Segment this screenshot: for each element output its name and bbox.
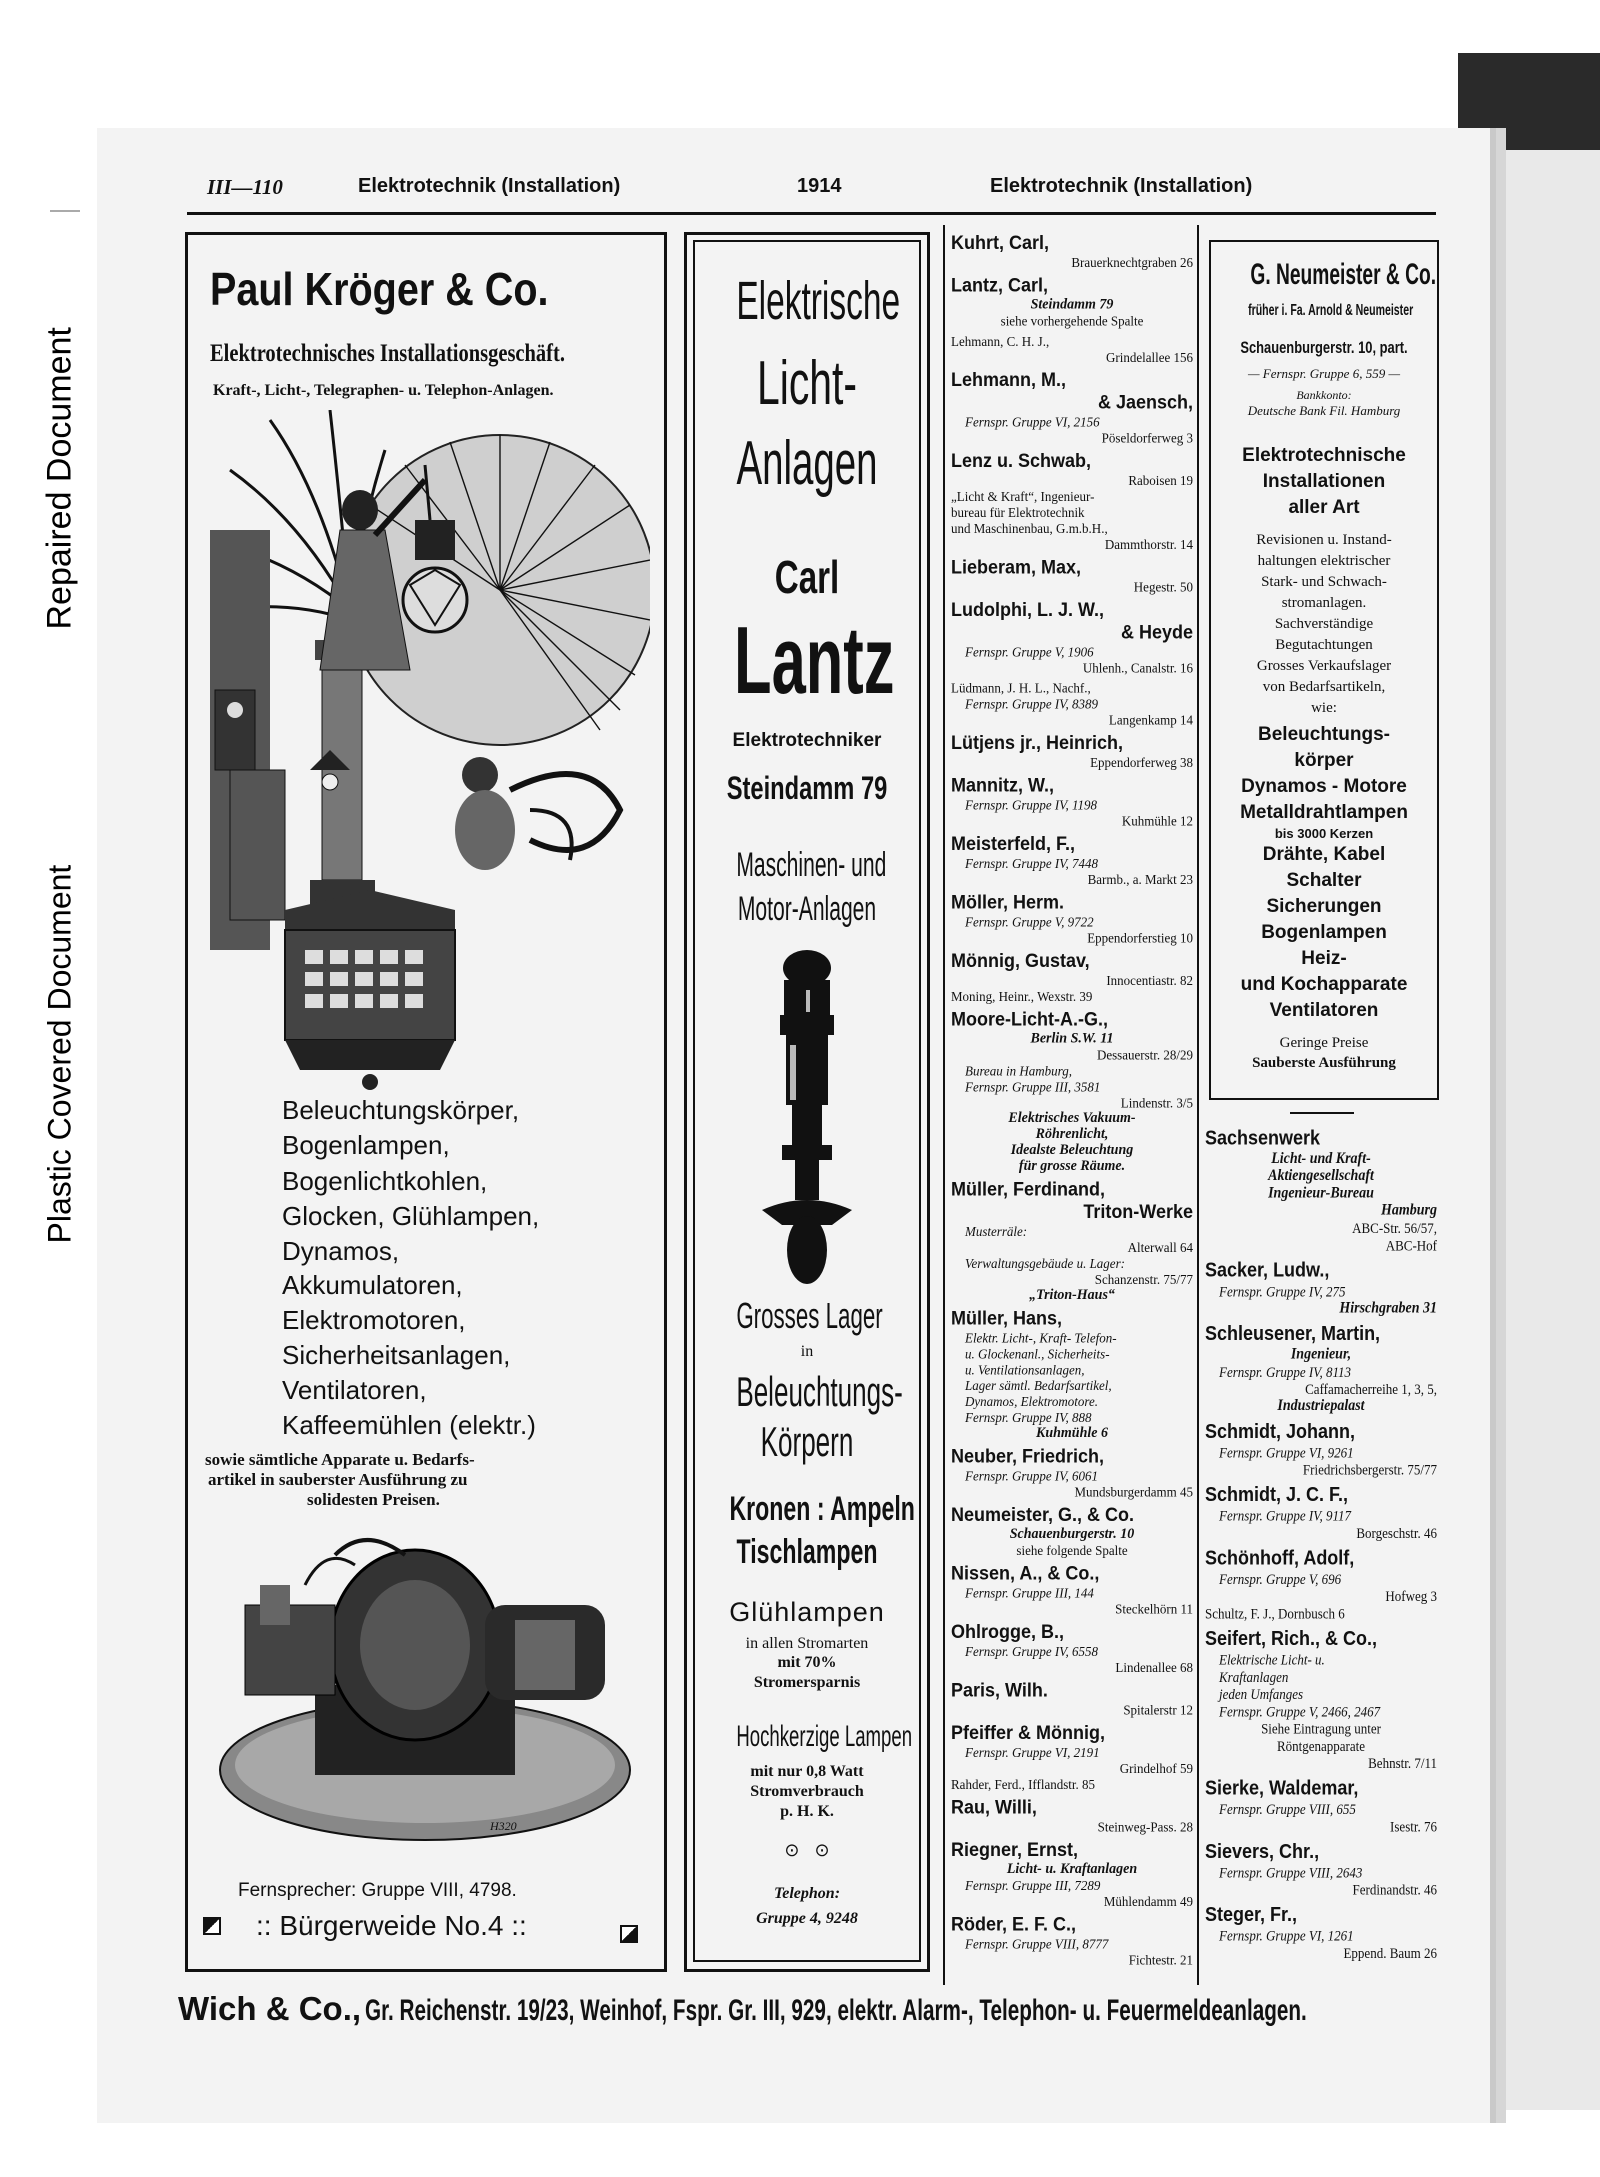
entry-detail: Hirschgraben 31 bbox=[1339, 1299, 1437, 1318]
entry-name: Lenz u. Schwab, bbox=[951, 450, 1092, 472]
entry-detail: Spitalerstr 12 bbox=[1123, 1701, 1193, 1718]
entry-detail: Fernspr. Gruppe IV, 888 bbox=[965, 1409, 1092, 1426]
kroeger-services: Kraft-, Licht-, Telegraphen- u. Telephon-Anlagen. bbox=[213, 382, 554, 399]
entry-detail: Fichtestr. 21 bbox=[1128, 1951, 1193, 1968]
entry-name: Lieberam, Max, bbox=[951, 556, 1082, 578]
kroeger-note-2: artikel in sauberster Ausführung zu bbox=[208, 1470, 468, 1489]
directory-entry bbox=[951, 1914, 1193, 1968]
entry-name: Müller, Hans, bbox=[951, 1307, 1063, 1329]
neumeister-product: und Kochapparate bbox=[1240, 974, 1408, 995]
entry-name: Neuber, Friedrich, bbox=[951, 1445, 1105, 1467]
entry-detail: Fernspr. Gruppe IV, 7448 bbox=[965, 855, 1099, 872]
column-icon bbox=[310, 640, 375, 910]
engraving-mark: H320 bbox=[490, 1819, 517, 1833]
lantz-stock-in: in bbox=[800, 1343, 814, 1360]
directory-entry bbox=[951, 1797, 1193, 1835]
header-right-title: Elektrotechnik (Installation) bbox=[990, 175, 1253, 197]
corner-ornament-icon bbox=[620, 1925, 638, 1943]
neumeister-address: Schauenburgerstr. 10, part. bbox=[1240, 338, 1408, 357]
neumeister-service-line: Begutachtungen bbox=[1275, 637, 1373, 653]
neumeister-service-line: Stark- und Schwach- bbox=[1261, 574, 1387, 590]
section-rule bbox=[1290, 1112, 1354, 1114]
directory-entry bbox=[951, 1179, 1193, 1303]
entry-detail: Kuhmühle 6 bbox=[1036, 1425, 1108, 1442]
page-edge bbox=[1506, 150, 1600, 2110]
entry-detail: „Triton-Haus“ bbox=[1029, 1287, 1115, 1304]
entry-detail: Lindenallee 68 bbox=[1115, 1659, 1193, 1676]
lantz-bulbs: Glühlampen bbox=[729, 1597, 885, 1627]
entry-detail: Fernspr. Gruppe V, 1906 bbox=[965, 643, 1094, 660]
directory-entry bbox=[951, 1839, 1193, 1909]
lantz-bulbs-note-3: Stromersparnis bbox=[753, 1674, 861, 1691]
entry-detail: u. Ventilationsanlagen, bbox=[965, 1361, 1085, 1378]
cherub-icon bbox=[455, 757, 620, 870]
entry-detail: bureau für Elektrotechnik bbox=[951, 504, 1085, 521]
directory-entry bbox=[951, 1008, 1193, 1174]
lantz-hk-note-2: Stromverbrauch bbox=[750, 1783, 864, 1800]
entry-detail: Ferdinandstr. 46 bbox=[1352, 1880, 1437, 1899]
directory-entry bbox=[951, 891, 1193, 945]
kroeger-product: Bogenlampen, bbox=[282, 1130, 450, 1160]
entry-name-continued: & Jaensch, bbox=[1097, 391, 1193, 413]
directory-entry bbox=[951, 1621, 1193, 1675]
directory-entry bbox=[1205, 1839, 1437, 1898]
entry-detail: „Licht & Kraft“, Ingenieur- bbox=[951, 488, 1095, 505]
entry-detail: Bureau in Hamburg, bbox=[965, 1062, 1073, 1079]
entry-detail: Behnstr. 7/11 bbox=[1368, 1754, 1437, 1772]
footer-ad bbox=[178, 1990, 1600, 2028]
entry-detail: Eppendorferweg 38 bbox=[1090, 754, 1193, 771]
directory-entry bbox=[1205, 1258, 1437, 1317]
directory-entry bbox=[951, 1446, 1193, 1500]
entry-detail: Schanzenstr. 75/77 bbox=[1094, 1271, 1193, 1288]
entry-detail: Berlin S.W. 11 bbox=[1030, 1030, 1114, 1047]
entry-detail: Grindelhof 59 bbox=[1119, 1760, 1193, 1777]
column-rule bbox=[943, 225, 945, 1985]
entry-detail: Fernspr. Gruppe VI, 1261 bbox=[1219, 1926, 1354, 1945]
entry-detail: Elektr. Licht-, Kraft- Telefon- bbox=[965, 1329, 1117, 1346]
entry-name: Steger, Fr., bbox=[1205, 1902, 1298, 1926]
directory-entry bbox=[1205, 1903, 1437, 1962]
entry-name: Sacker, Ludw., bbox=[1205, 1258, 1330, 1282]
directory-entry bbox=[951, 833, 1193, 887]
entry-detail: Rahder, Ferd., Ifflandstr. 85 bbox=[951, 1776, 1096, 1793]
entry-detail: Uhlenh., Canalstr. 16 bbox=[1082, 659, 1193, 676]
entry-detail: Lehmann, C. H. J., bbox=[951, 333, 1050, 349]
directory-entry bbox=[951, 275, 1193, 329]
directory-entry bbox=[951, 1680, 1193, 1718]
directory-entry bbox=[1205, 1627, 1437, 1772]
kroeger-product: Sicherheitsanlagen, bbox=[282, 1340, 511, 1370]
kroeger-product: Bogenlichtkohlen, bbox=[282, 1166, 488, 1196]
kroeger-note-3: solidesten Preisen. bbox=[307, 1490, 440, 1509]
neumeister-service-line: Revisionen u. Instand- bbox=[1256, 532, 1392, 548]
lantz-line2: Licht- bbox=[756, 349, 858, 418]
entry-detail: Borgeschstr. 46 bbox=[1356, 1524, 1437, 1542]
entry-detail: Isestr. 76 bbox=[1390, 1817, 1437, 1835]
neumeister-service-line: haltungen elektrischer bbox=[1257, 553, 1391, 569]
entry-detail: Innocentiastr. 82 bbox=[1106, 972, 1193, 989]
entry-detail: Fernspr. Gruppe IV, 8113 bbox=[1219, 1363, 1352, 1381]
neumeister-footer-2: Sauberste Ausführung bbox=[1252, 1055, 1396, 1071]
entry-detail: Steindamm 79 bbox=[1030, 296, 1114, 313]
entry-name: Schleusener, Martin, bbox=[1205, 1321, 1381, 1345]
corner-ornament-icon bbox=[203, 1917, 221, 1935]
entry-detail: Kuhmühle 12 bbox=[1121, 812, 1193, 829]
entry-name: Sachsenwerk bbox=[1205, 1126, 1321, 1150]
lantz-hk-note-1: mit nur 0,8 Watt bbox=[750, 1763, 864, 1780]
entry-detail: Fernspr. Gruppe IV, 275 bbox=[1219, 1282, 1346, 1300]
directory-entry bbox=[951, 232, 1193, 270]
lantz-service1: Maschinen- und bbox=[736, 846, 887, 884]
entry-name: Lantz, Carl, bbox=[951, 274, 1049, 296]
entry-detail: siehe folgende Spalte bbox=[1016, 1542, 1128, 1559]
entry-detail: Raboisen 19 bbox=[1128, 472, 1193, 489]
kroeger-product: Elektromotoren, bbox=[282, 1305, 466, 1335]
directory-column-1 bbox=[951, 232, 1193, 1972]
entry-detail: Hegestr. 50 bbox=[1133, 578, 1193, 595]
kroeger-company: Paul Kröger & Co. bbox=[210, 263, 549, 315]
lantz-telephon: Gruppe 4, 9248 bbox=[756, 1910, 858, 1927]
entry-name: Müller, Ferdinand, bbox=[951, 1178, 1106, 1200]
entry-detail: Lüdmann, J. H. L., Nachf., bbox=[951, 679, 1091, 696]
entry-detail: und Maschinenbau, G.m.b.H., bbox=[951, 520, 1108, 537]
directory-column-2 bbox=[1205, 1126, 1437, 1966]
entry-name-continued: & Heyde bbox=[1120, 621, 1193, 643]
entry-detail: Caffamacherreihe 1, 3, 5, bbox=[1305, 1380, 1437, 1398]
entry-detail: Fernspr. Gruppe IV, 8389 bbox=[965, 695, 1099, 712]
directory-entry bbox=[951, 369, 1193, 446]
entry-name: Nissen, A., & Co., bbox=[951, 1562, 1100, 1584]
entry-name: Schönhoff, Adolf, bbox=[1205, 1546, 1355, 1570]
entry-detail: jeden Umfanges bbox=[1219, 1685, 1304, 1703]
directory-entry bbox=[951, 556, 1193, 594]
lantz-bulbs-note-2: mit 70% bbox=[777, 1654, 837, 1671]
entry-detail: Fernspr. Gruppe IV, 6061 bbox=[965, 1467, 1099, 1484]
entry-detail: Idealste Beleuchtung bbox=[1010, 1142, 1134, 1159]
lantz-stock3: Körpern bbox=[760, 1418, 854, 1465]
scan-edge-mark bbox=[50, 210, 80, 212]
lantz-line3: Anlagen bbox=[736, 429, 878, 498]
entry-detail: Fernspr. Gruppe IV, 9117 bbox=[1219, 1506, 1352, 1525]
neumeister-product: Metalldrahtlampen bbox=[1240, 802, 1408, 823]
directory-entry bbox=[1205, 1546, 1437, 1622]
lantz-dots bbox=[693, 1840, 921, 1861]
neumeister-product: Ventilatoren bbox=[1269, 1000, 1379, 1021]
kroeger-product: Dynamos, bbox=[282, 1236, 400, 1266]
entry-detail: Industriepalast bbox=[1277, 1397, 1365, 1415]
entry-detail: Elektrische Licht- u. bbox=[1219, 1650, 1325, 1668]
kroeger-product: Kaffeemühlen (elektr.) bbox=[282, 1410, 536, 1440]
neumeister-product: Bogenlampen bbox=[1261, 922, 1387, 943]
neumeister-product: Beleuchtungs- bbox=[1258, 724, 1390, 745]
neumeister-bank: Deutsche Bank Fil. Hamburg bbox=[1247, 403, 1401, 418]
entry-name: Mannitz, W., bbox=[951, 774, 1054, 796]
entry-name: Mönnig, Gustav, bbox=[951, 949, 1090, 972]
entry-detail: Fernspr. Gruppe V, 9722 bbox=[965, 913, 1094, 930]
neumeister-bank-label: Bankkonto: bbox=[1296, 388, 1352, 402]
entry-detail: Röntgenapparate bbox=[1276, 1737, 1366, 1755]
entry-name: Ludolphi, L. J. W., bbox=[951, 598, 1104, 621]
entry-name: Meisterfeld, F., bbox=[951, 832, 1076, 855]
dynamo-illustration bbox=[215, 1525, 635, 1855]
lantz-lamp-illustration bbox=[762, 950, 852, 1290]
entry-detail: Dessauerstr. 28/29 bbox=[1096, 1046, 1193, 1063]
entry-name: Röder, E. F. C., bbox=[951, 1913, 1077, 1935]
neumeister-phone: — Fernspr. Gruppe 6, 559 — bbox=[1247, 366, 1401, 381]
neumeister-service-line: wie: bbox=[1311, 700, 1337, 716]
entry-detail: Alterwall 64 bbox=[1127, 1239, 1193, 1256]
entry-detail: Dammthorstr. 14 bbox=[1104, 536, 1193, 553]
entry-detail: Musterräle: bbox=[965, 1223, 1028, 1240]
lantz-hk-note-3: p. H. K. bbox=[780, 1803, 834, 1820]
directory-entry bbox=[951, 599, 1193, 676]
lantz-first-name: Carl bbox=[774, 551, 840, 603]
directory-entry bbox=[1205, 1776, 1437, 1835]
entry-detail: Röhrenlicht, bbox=[1035, 1126, 1109, 1143]
neumeister-product: bis 3000 Kerzen bbox=[1274, 826, 1374, 841]
page-number: III—110 bbox=[207, 175, 283, 199]
entry-name: Paris, Wilh. bbox=[951, 1679, 1048, 1701]
entry-detail: Fernspr. Gruppe V, 696 bbox=[1219, 1570, 1342, 1588]
kroeger-product: Beleuchtungskörper, bbox=[282, 1095, 520, 1125]
entry-name-continued: Triton-Werke bbox=[1083, 1200, 1193, 1223]
kroeger-product: Glocken, Glühlampen, bbox=[282, 1201, 540, 1231]
entry-detail: Eppendorferstieg 10 bbox=[1087, 929, 1193, 946]
footer-company: Wich & Co., bbox=[178, 1990, 362, 2027]
entry-name: Möller, Herm. bbox=[951, 891, 1065, 913]
entry-name: Kuhrt, Carl, bbox=[951, 232, 1050, 254]
kroeger-illustration bbox=[210, 410, 650, 1090]
lantz-bulbs-note-1: in allen Stromarten bbox=[745, 1635, 869, 1652]
entry-detail: Barmb., a. Markt 23 bbox=[1087, 871, 1193, 888]
header-rule bbox=[187, 212, 1436, 215]
entry-detail: Fernspr. Gruppe VIII, 2643 bbox=[1219, 1863, 1363, 1881]
ornament-dot-icon: ⊙ bbox=[814, 1840, 830, 1860]
entry-name: Riegner, Ernst, bbox=[951, 1839, 1079, 1861]
neumeister-service-line: stromanlagen. bbox=[1281, 595, 1367, 611]
entry-detail: Aktiengesellschaft bbox=[1268, 1167, 1374, 1185]
entry-detail: Grindelallee 156 bbox=[1106, 348, 1193, 365]
lantz-hk: Hochkerzige Lampen bbox=[736, 1720, 913, 1753]
repaired-document-label: Repaired Document bbox=[40, 327, 79, 630]
entry-name: Lehmann, M., bbox=[951, 369, 1067, 391]
plastic-covered-label: Plastic Covered Document bbox=[41, 864, 78, 1244]
entry-detail: Hamburg bbox=[1380, 1201, 1437, 1220]
neumeister-services bbox=[1209, 530, 1439, 719]
directory-entry bbox=[951, 950, 1193, 1004]
neumeister-footer-1: Geringe Preise bbox=[1279, 1035, 1369, 1051]
entry-detail: Langenkamp 14 bbox=[1108, 711, 1193, 728]
entry-detail: Fernspr. Gruppe IV, 6558 bbox=[965, 1643, 1099, 1660]
kroeger-phone: Fernsprecher: Gruppe VIII, 4798. bbox=[238, 1880, 517, 1901]
entry-detail: Hofweg 3 bbox=[1385, 1587, 1437, 1605]
entry-detail: Ingenieur, bbox=[1290, 1345, 1352, 1364]
lantz-stock2: Beleuchtungs- bbox=[736, 1368, 903, 1415]
directory-entry bbox=[951, 680, 1193, 728]
header-year: 1914 bbox=[797, 175, 842, 197]
entry-name: Lütjens jr., Heinrich, bbox=[951, 731, 1124, 754]
entry-detail: Eppend. Baum 26 bbox=[1343, 1944, 1437, 1962]
neumeister-service-line: von Bedarfsartikeln, bbox=[1262, 679, 1386, 695]
entry-name: Neumeister, G., & Co. bbox=[951, 1504, 1135, 1526]
directory-entry bbox=[1205, 1483, 1437, 1542]
ornament-dot-icon: ⊙ bbox=[784, 1840, 800, 1860]
directory-entry bbox=[951, 450, 1193, 552]
entry-detail: Schultz, F. J., Dornbusch 6 bbox=[1205, 1604, 1345, 1622]
neumeister-service-line: Sachverständige bbox=[1274, 616, 1374, 632]
directory-entry bbox=[951, 774, 1193, 828]
entry-detail: ABC-Str. 56/57, bbox=[1352, 1219, 1437, 1237]
entry-detail: Friedrichsbergerstr. 75/77 bbox=[1302, 1460, 1437, 1479]
entry-detail: Moning, Heinr., Wexstr. 39 bbox=[951, 988, 1093, 1005]
entry-detail: Pöseldorferweg 3 bbox=[1101, 429, 1193, 446]
entry-name: Pfeiffer & Mönnig, bbox=[951, 1722, 1105, 1744]
lantz-line1: Elektrische bbox=[736, 271, 901, 331]
entry-detail: Mühlendamm 49 bbox=[1103, 1893, 1193, 1910]
entry-name: Sievers, Chr., bbox=[1205, 1839, 1320, 1863]
kroeger-product: Akkumulatoren, bbox=[282, 1270, 463, 1300]
neumeister-items bbox=[1209, 722, 1439, 1024]
neumeister-head-3: aller Art bbox=[1288, 497, 1360, 518]
kroeger-subtitle: Elektrotechnisches Installationsgeschäft. bbox=[210, 340, 565, 367]
entry-detail: Steckelhörn 11 bbox=[1115, 1600, 1193, 1617]
column-rule bbox=[1197, 225, 1199, 1985]
lantz-stock1: Grosses Lager bbox=[736, 1295, 883, 1336]
lantz-service2: Motor-Anlagen bbox=[737, 890, 877, 928]
entry-name: Seifert, Rich., & Co., bbox=[1205, 1626, 1378, 1650]
annunciator-icon bbox=[285, 890, 455, 1090]
footer-text: Gr. Reichenstr. 19/23, Weinhof, Fspr. Gr. III, 929, elektr. Alarm-, Telephon- u. Feuermeldeanlagen. bbox=[365, 1994, 1308, 2027]
entry-detail: Licht- u. Kraftanlagen bbox=[1006, 1861, 1138, 1878]
neumeister-product: Sicherungen bbox=[1266, 896, 1382, 917]
directory-entry bbox=[951, 1563, 1193, 1617]
directory-entry bbox=[951, 1722, 1193, 1792]
entry-detail: Steinweg-Pass. 28 bbox=[1097, 1818, 1193, 1835]
entry-detail: Fernspr. Gruppe III, 144 bbox=[965, 1584, 1094, 1601]
neumeister-service-line: Grosses Verkaufslager bbox=[1256, 658, 1392, 674]
entry-detail: Ingenieur-Bureau bbox=[1268, 1184, 1374, 1202]
lantz-lamps1: Kronen : Ampeln bbox=[729, 1490, 915, 1528]
entry-name: Rau, Willi, bbox=[951, 1796, 1037, 1818]
entry-detail: ABC-Hof bbox=[1385, 1236, 1437, 1254]
entry-detail: Fernspr. Gruppe V, 2466, 2467 bbox=[1219, 1702, 1381, 1720]
entry-name: Moore-Licht-A.-G., bbox=[951, 1008, 1108, 1030]
entry-name: Sierke, Waldemar, bbox=[1205, 1776, 1359, 1800]
lantz-telephon-label: Telephon: bbox=[773, 1885, 841, 1902]
entry-name: Schmidt, Johann, bbox=[1205, 1419, 1356, 1443]
neumeister-product: körper bbox=[1294, 750, 1354, 771]
neumeister-product: Schalter bbox=[1286, 870, 1362, 891]
directory-entry bbox=[951, 1307, 1193, 1441]
entry-detail: Fernspr. Gruppe VIII, 8777 bbox=[965, 1935, 1109, 1952]
entry-detail: für grosse Räume. bbox=[1018, 1158, 1126, 1175]
lantz-surname: Lantz bbox=[734, 607, 895, 714]
neumeister-company: G. Neumeister & Co. bbox=[1250, 258, 1437, 291]
kroeger-address: :: Bürgerweide No.4 :: bbox=[256, 1910, 527, 1941]
directory-entry bbox=[1205, 1126, 1437, 1254]
directory-entry bbox=[951, 732, 1193, 770]
entry-name: Ohlrogge, B., bbox=[951, 1621, 1065, 1643]
entry-detail: Fernspr. Gruppe VI, 9261 bbox=[1219, 1443, 1354, 1461]
entry-detail: Elektrisches Vakuum- bbox=[1008, 1110, 1136, 1127]
page-edge-shadow bbox=[1490, 128, 1506, 2123]
entry-detail: u. Glockenanl., Sicherheits- bbox=[965, 1345, 1110, 1362]
neumeister-product: Heiz- bbox=[1301, 948, 1347, 969]
neumeister-product: Drähte, Kabel bbox=[1262, 844, 1386, 865]
directory-entry bbox=[951, 333, 1193, 365]
neumeister-former: früher i. Fa. Arnold & Neumeister bbox=[1248, 302, 1414, 319]
header-left-title: Elektrotechnik (Installation) bbox=[358, 175, 621, 197]
entry-detail: Fernspr. Gruppe IV, 1198 bbox=[965, 796, 1098, 813]
entry-detail: Schauenburgerstr. 10 bbox=[1009, 1526, 1135, 1543]
entry-detail: Fernspr. Gruppe III, 3581 bbox=[965, 1078, 1101, 1095]
lantz-profession: Elektrotechniker bbox=[732, 730, 882, 751]
entry-name: Schmidt, J. C. F., bbox=[1205, 1482, 1349, 1506]
entry-detail: Mundsburgerdamm 45 bbox=[1074, 1483, 1193, 1500]
entry-detail: Fernspr. Gruppe VI, 2156 bbox=[965, 413, 1100, 430]
lantz-lamps2: Tischlampen bbox=[736, 1533, 878, 1571]
directory-entry bbox=[1205, 1419, 1437, 1478]
entry-detail: Fernspr. Gruppe III, 7289 bbox=[965, 1877, 1101, 1894]
entry-detail: siehe vorhergehende Spalte bbox=[1000, 312, 1144, 329]
entry-detail: Brauerknechtgraben 26 bbox=[1071, 254, 1193, 271]
entry-detail: Lager sämtl. Bedarfsartikel, bbox=[965, 1377, 1112, 1394]
entry-detail: Fernspr. Gruppe VI, 2191 bbox=[965, 1744, 1100, 1761]
entry-detail: Fernspr. Gruppe VIII, 655 bbox=[1219, 1800, 1356, 1818]
lantz-street: Steindamm 79 bbox=[726, 770, 888, 806]
neumeister-head-1: Elektrotechnische bbox=[1242, 445, 1406, 466]
neumeister-head-2: Installationen bbox=[1262, 471, 1386, 492]
entry-detail: Verwaltungsgebäude u. Lager: bbox=[965, 1255, 1125, 1272]
entry-detail: Dynamos, Elektromotore. bbox=[965, 1393, 1098, 1410]
kroeger-note-1: sowie sämtliche Apparate u. Bedarfs- bbox=[205, 1450, 475, 1469]
directory-entry bbox=[951, 1504, 1193, 1558]
entry-detail: Lindenstr. 3/5 bbox=[1120, 1094, 1193, 1111]
directory-entry bbox=[1205, 1322, 1437, 1415]
entry-detail: Licht- und Kraft- bbox=[1271, 1150, 1371, 1168]
neumeister-product: Dynamos - Motore bbox=[1241, 776, 1407, 797]
entry-detail: Kraftanlagen bbox=[1219, 1667, 1289, 1686]
kroeger-product: Ventilatoren, bbox=[282, 1375, 427, 1405]
entry-detail: Siehe Eintragung unter bbox=[1261, 1719, 1381, 1738]
